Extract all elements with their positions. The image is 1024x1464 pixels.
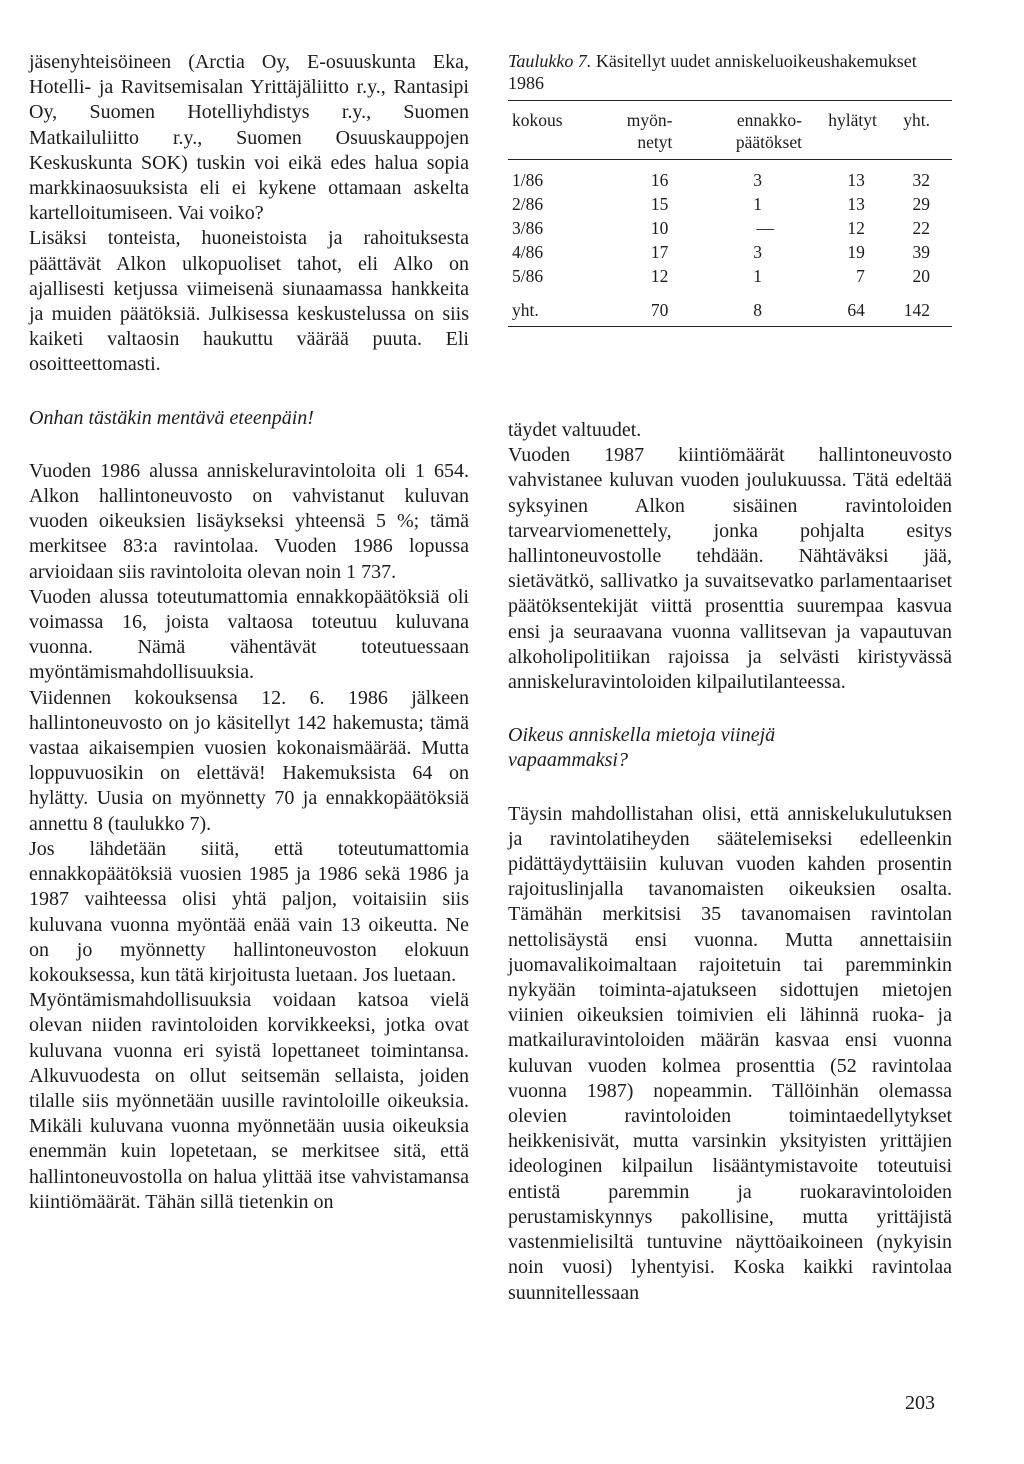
right-paragraph-2: Vuoden 1987 kiintiömäärät hallintoneuvosto vahvistanee kuluvan vuoden joulukuussa. Tätä edeltää syksyinen Alkon sisäinen ravintoloiden tarvearviomenettely, jonka pohjalta esitys hallintoneuvostolle tehdään. Nähtäväksi jää, sietävätkö, sallivatko ja suvaitsevatko parlamentaariset päätöksentekijät viittä prosenttia suurempaa kasvua ensi ja seuraavana vuonna vallitsevan ja vapautuvan alkoholipolitiikan rajoissa ja selvästi kiristyvässä anniskeluravintoloiden kilpailutilanteessa. xyxy=(508,444,952,694)
cell-kokous: 1/86 xyxy=(512,170,544,190)
cell-yht: 22 xyxy=(912,218,930,238)
col-header-kokous: kokous xyxy=(512,110,563,130)
cell-total-myonnetyt: 70 xyxy=(650,300,669,320)
cell-hylatyt: 19 xyxy=(847,242,865,262)
cell-ennakko: 3 xyxy=(753,170,762,190)
col-header-myonnetyt-line-1: myön- xyxy=(626,110,673,130)
left-paragraph-6: Jos lähdetään siitä, että toteutumattomia ennakkopäätöksiä vuosien 1985 ja 1986 sekä 1986 ja 1987 vaihteessa olisi yhtä paljon, voitaisiin siis kuluvana vuonna myöntää enää vain 13 oikeutta. Ne on jo myönnetty hallintoneuvoston elokuun kokouksessa, kun tätä kirjoitusta luetaan. Jos luetaan. xyxy=(29,837,469,986)
right-paragraph-1: täydet valtuudet. xyxy=(508,419,642,441)
table-row xyxy=(508,160,952,192)
cell-total-hylatyt: 64 xyxy=(847,300,865,320)
col-header-yht: yht. xyxy=(903,110,930,130)
left-paragraph-2: Lisäksi tonteista, huoneistoista ja rahoituksesta päättävät Alkon ulkopuoliset tahot, eli Alko on ajallisesti ketjussa viimeisenä siunaamassa hankkeita ja muiden päätöksiä. Julkisessa keskustelussa on siis kaiketi valtaosin haukuttu väärää puuta. Eli osoitteettomasti. xyxy=(29,227,469,376)
cell-total-label: yht. xyxy=(512,300,539,320)
table-header-row xyxy=(508,101,952,159)
cell-myonnetyt: 16 xyxy=(650,170,669,190)
cell-hylatyt: 7 xyxy=(856,266,865,286)
cell-yht: 29 xyxy=(912,194,930,214)
cell-total-ennakko: 8 xyxy=(753,300,762,320)
section-heading-oikeus-line-2: vapaammaksi? xyxy=(508,749,628,772)
cell-ennakko: 3 xyxy=(753,242,762,262)
page-number: 203 xyxy=(905,1392,935,1414)
table-row xyxy=(508,264,952,288)
left-paragraph-7: Myöntämismahdollisuuksia voidaan katsoa vielä olevan niiden ravintoloiden korvikkeeksi, jotka ovat kuluvana vuonna eri syistä lopettaneet toimintansa. Alkuvuodesta on ollut seitsemän sellaista, joiden tilalle siis myönnetään uusille ravintoloille oikeuksia. Mikäli kuluvana vuonna myönnetään uusia oikeuksia enemmän kuin lopetetaan, se merkitsee sitä, että hallintoneuvostolla on halua ylittää itse vahvistamansa kiintiömäärät. Tähän sillä tietenkin on xyxy=(29,989,469,1213)
table-total-row xyxy=(508,288,952,326)
table-bottom-rule xyxy=(508,326,952,327)
left-column xyxy=(29,50,469,1215)
cell-myonnetyt: 12 xyxy=(650,266,669,286)
cell-myonnetyt: 15 xyxy=(650,194,669,214)
col-header-ennakkopaatokset xyxy=(672,101,802,159)
table-caption xyxy=(508,50,952,94)
left-paragraph-4: Vuoden alussa toteutumattomia ennakkopäätöksiä oli voimassa 16, joista valtaosa toteutuu kuluvana vuonna. Nämä vähentävät toteutuessaan myöntämismahdollisuuksia. xyxy=(29,585,469,684)
cell-total-yht: 142 xyxy=(903,300,930,320)
table-7 xyxy=(508,50,952,327)
table-row xyxy=(508,216,952,240)
cell-myonnetyt: 10 xyxy=(650,218,669,238)
cell-yht: 20 xyxy=(912,266,930,286)
col-header-ennakko-line-1: ennakko- xyxy=(736,110,802,130)
table-body xyxy=(508,101,952,326)
cell-kokous: 4/86 xyxy=(512,242,544,262)
section-heading-oikeus-line-1: Oikeus anniskella mietoja viinejä xyxy=(508,724,776,747)
table-caption-label: Taulukko 7. xyxy=(508,51,592,71)
right-paragraph-3: Täysin mahdollistahan olisi, että anniskelukulutuksen ja ravintolatiheyden säätelemiseksi edelleenkin pidättäydyttäisiin kuluvan vuoden kahden prosentin rajoituslinjalla tavanomaisten oikeuksien osalta. Tämähän merkitsisi 35 tavanomaisen ravintolan nettolisäystä ensi vuonna. Mutta annettaisiin juomavalikoimaltaan rajoitetuin tai paremminkin nykyään toiminta-ajatukseen sidottujen mietojen viinien oikeuksien toimivien eli lähinnä ruoka- ja matkailuravintoloiden määrän kasvaa ensi vuonna kuluvan vuoden kolmea prosenttia (52 ravintolaa vuonna 1987) nopeammin. Tällöinhän olemassa olevien ravintoloiden toimintaedellytykset heikkenisivät, mutta varsinkin yksityisten yrittäjien ideologinen kilpailun lisääntymistavoite toteutuisi entistä paremmin ja ruokaravintoloiden perustamiskynnys pakollisine, mutta yrittäjistä vastenmielisiltä tuntuvine näyttöaikoineen (nykyisin noin vuosi) lyhentyisi. Koska kaikki ravintolaa suunnitellessaan xyxy=(508,802,952,1304)
col-header-hylatyt: hylätyt xyxy=(828,110,877,130)
section-heading-eteenpain: Onhan tästäkin mentävä eteenpäin! xyxy=(29,406,314,429)
left-paragraph-1: jäsenyhteisöineen (Arctia Oy, E-osuuskunta Eka, Hotelli- ja Ravitsemisalan Yrittäjäliitto r.y., Rantasipi Oy, Suomen Hotelliyhdistys r.y., Suomen Matkailuliitto r.y., Suomen Osuuskauppojen Keskuskunta SOK) tuskin voi eikä edes halua sopia markkinaosuuksista eli ei kykene ottamaan askelta kartelloitumiseen. Vai voiko? xyxy=(29,51,469,225)
cell-myonnetyt: 17 xyxy=(650,242,669,262)
cell-kokous: 2/86 xyxy=(512,194,544,214)
col-header-myonnetyt xyxy=(602,101,672,159)
cell-ennakko: — xyxy=(756,218,774,238)
col-header-ennakko-line-2: päätökset xyxy=(735,132,802,152)
table-row xyxy=(508,240,952,264)
table-caption-text: Käsitellyt uudet anniskeluoikeushakemukset 1986 xyxy=(508,51,917,93)
right-column xyxy=(508,418,952,1306)
left-paragraph-3: Vuoden 1986 alussa anniskeluravintoloita oli 1 654. Alkon hallintoneuvosto on vahvistanut kuluvan vuoden oikeuksien lisäykseksi yhteensä 5 %; tämä merkitsee 83:a ravintolaa. Vuoden 1986 lopussa arvioidaan siis ravintoloita olevan noin 1 737. xyxy=(29,459,469,583)
left-paragraph-5: Viidennen kokouksensa 12. 6. 1986 jälkeen hallintoneuvosto on jo käsitellyt 142 hakemusta; tämä vastaa aikaisempien vuosien kokonaismäärää. Mutta loppuvuosikin on elettävä! Hakemuksista 64 on hylätty. Uusia on myönnetty 70 ja ennakkopäätöksiä annettu 8 (taulukko 7). xyxy=(29,686,469,835)
cell-hylatyt: 12 xyxy=(847,218,865,238)
table-row xyxy=(508,192,952,216)
cell-yht: 32 xyxy=(912,170,930,190)
col-header-myonnetyt-line-2: netyt xyxy=(637,132,673,152)
cell-hylatyt: 13 xyxy=(847,194,865,214)
cell-yht: 39 xyxy=(912,242,930,262)
cell-ennakko: 1 xyxy=(753,266,762,286)
cell-hylatyt: 13 xyxy=(847,170,865,190)
cell-kokous: 5/86 xyxy=(512,266,544,286)
cell-kokous: 3/86 xyxy=(512,218,544,238)
cell-ennakko: 1 xyxy=(753,194,762,214)
